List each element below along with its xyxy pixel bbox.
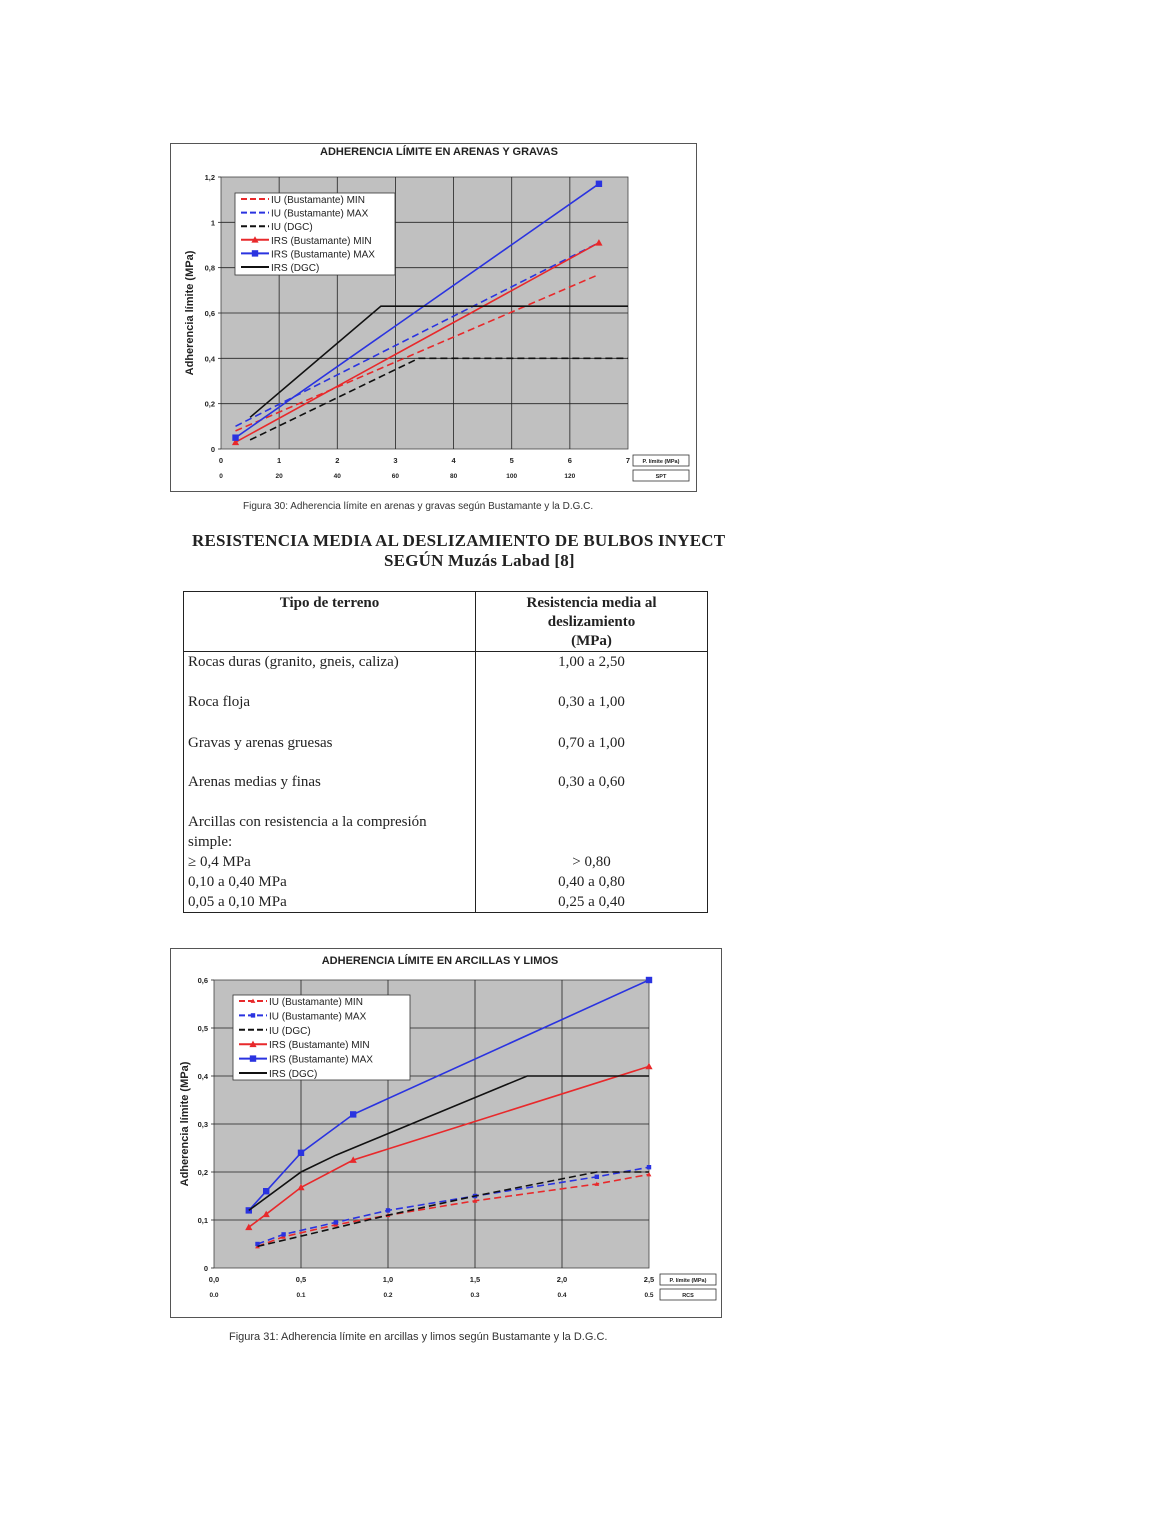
x2-tick-label: 60 xyxy=(391,473,400,480)
terrain-column xyxy=(184,652,476,913)
y-tick-label: 1,2 xyxy=(204,173,215,182)
x2-tick-label: 40 xyxy=(333,473,341,480)
legend-label-1: IU (Bustamante) MAX xyxy=(269,1011,367,1023)
section-heading-line2: SEGÚN Muzás Labad [8] xyxy=(384,551,575,570)
legend-label-3: IRS (Bustamante) MIN xyxy=(269,1040,370,1052)
legend-label-5: IRS (DGC) xyxy=(271,263,320,274)
header-resistencia-line2: deslizamiento xyxy=(547,614,636,630)
x2-tick-label: 0.0 xyxy=(209,1292,219,1299)
x-tick-label: 0,5 xyxy=(295,1275,307,1284)
x2-tick-label: 0.1 xyxy=(296,1292,306,1299)
value-row-1: 1,00 a 2,50 xyxy=(558,654,625,670)
terrain-clay-line1: Arcillas con resistencia a la compresión xyxy=(188,814,427,830)
y-tick-label: 0 xyxy=(210,445,215,454)
x-unit-label: P. límite (MPa) xyxy=(669,1278,707,1284)
figure-30-caption: Figura 30: Adherencia límite en arenas y gravas según Bustamante y la D.G.C. xyxy=(243,501,594,512)
series-point-4 xyxy=(232,434,238,440)
y-tick-label: 0,6 xyxy=(197,976,208,985)
x-tick-label: 5 xyxy=(509,456,514,465)
value-row-3: 0,70 a 1,00 xyxy=(558,735,625,751)
value-clay-sub3: 0,25 a 0,40 xyxy=(558,894,625,910)
x-tick-label: 3 xyxy=(393,456,398,465)
legend-label-4: IRS (Bustamante) MAX xyxy=(269,1054,373,1066)
x2-tick-label: 0.2 xyxy=(383,1292,393,1299)
x2-tick-label: 0.4 xyxy=(557,1292,567,1299)
series-point-1 xyxy=(647,1165,651,1169)
x2-unit-label: RCS xyxy=(682,1293,694,1299)
x-tick-label: 2,5 xyxy=(643,1275,655,1284)
legend-label-0: IU (Bustamante) MIN xyxy=(269,997,363,1008)
legend-marker-1 xyxy=(251,1013,255,1017)
chart-arenas-gravas-svg xyxy=(171,144,696,491)
y-tick-label: 0,2 xyxy=(204,399,215,409)
y-axis-label: Adherencia límite (MPa) xyxy=(179,1061,191,1187)
legend-marker-4 xyxy=(252,250,258,256)
x-tick-label: 1 xyxy=(277,456,282,465)
terrain-row-4: Arenas medias y finas xyxy=(188,774,321,790)
value-row-2: 0,30 a 1,00 xyxy=(558,694,625,710)
terrain-clay-line2: simple: xyxy=(188,834,233,850)
x-tick-label: 6 xyxy=(567,456,572,465)
header-resistencia-line1: Resistencia media al xyxy=(526,595,657,611)
series-point-4 xyxy=(350,1111,356,1117)
terrain-clay-sub1: ≥ 0,4 MPa xyxy=(188,854,251,870)
series-point-4 xyxy=(263,1188,269,1194)
value-row-4: 0,30 a 0,60 xyxy=(558,774,625,790)
legend-label-3: IRS (Bustamante) MIN xyxy=(271,235,372,247)
x-tick-label: 0,0 xyxy=(208,1275,220,1284)
series-point-4 xyxy=(298,1150,304,1156)
table-body-row xyxy=(184,652,708,913)
y-tick-label: 1 xyxy=(210,218,215,228)
chart-title: ADHERENCIA LÍMITE EN ARENAS Y GRAVAS xyxy=(320,146,558,158)
x2-tick-label: 120 xyxy=(564,473,576,480)
series-point-1 xyxy=(281,1232,285,1236)
legend-label-2: IU (DGC) xyxy=(271,222,313,234)
section-heading-line1: RESISTENCIA MEDIA AL DESLIZAMIENTO DE BULBOS INYECT xyxy=(192,531,726,550)
x2-tick-label: 100 xyxy=(506,473,518,480)
y-tick-label: 0,5 xyxy=(197,1024,208,1033)
legend-label-4: IRS (Bustamante) MAX xyxy=(271,249,375,261)
terrain-row-1: Rocas duras (granito, gneis, caliza) xyxy=(188,654,399,670)
value-clay-sub1: > 0,80 xyxy=(572,854,611,870)
resistance-table xyxy=(183,591,708,913)
x-tick-label: 0 xyxy=(218,456,224,465)
value-column xyxy=(476,652,708,913)
x2-tick-label: 0.3 xyxy=(470,1292,480,1299)
terrain-clay-sub2: 0,10 a 0,40 MPa xyxy=(188,874,287,890)
x-tick-label: 1,0 xyxy=(382,1275,394,1284)
y-tick-label: 0 xyxy=(203,1264,208,1273)
x-tick-label: 2,0 xyxy=(556,1275,568,1284)
y-axis-label: Adherencia límite (MPa) xyxy=(184,250,196,376)
x-unit-label: P. límite (MPa) xyxy=(642,459,680,465)
header-resistencia xyxy=(476,592,708,652)
legend-label-5: IRS (DGC) xyxy=(269,1069,318,1080)
x2-tick-label: 80 xyxy=(449,473,458,480)
value-clay-sub2: 0,40 a 0,80 xyxy=(558,874,625,890)
y-tick-label: 0,4 xyxy=(204,354,215,364)
x2-tick-label: 0.5 xyxy=(644,1292,654,1299)
y-tick-label: 0,6 xyxy=(204,309,215,318)
y-tick-label: 0,3 xyxy=(197,1120,208,1129)
chart-arenas-gravas xyxy=(170,143,697,492)
x-tick-label: 7 xyxy=(625,456,631,465)
chart-title: ADHERENCIA LÍMITE EN ARCILLAS Y LIMOS xyxy=(321,955,559,967)
x-tick-label: 2 xyxy=(335,456,340,465)
terrain-clay-sub3: 0,05 a 0,10 MPa xyxy=(188,894,287,910)
series-point-1 xyxy=(386,1208,390,1212)
y-tick-label: 0,4 xyxy=(197,1072,208,1081)
chart-arcillas-limos xyxy=(170,948,722,1318)
x-tick-label: 4 xyxy=(451,456,456,465)
chart-arcillas-limos-svg xyxy=(171,949,721,1317)
header-tipo-terreno-text: Tipo de terreno xyxy=(279,595,380,611)
table-header-row xyxy=(184,592,708,652)
terrain-row-2: Roca floja xyxy=(188,694,251,710)
y-tick-label: 0,2 xyxy=(197,1168,208,1177)
x2-unit-label: SPT xyxy=(655,474,667,480)
x2-tick-label: 20 xyxy=(275,473,283,480)
series-point-1 xyxy=(334,1220,338,1224)
legend-label-0: IU (Bustamante) MIN xyxy=(271,195,365,206)
terrain-row-3: Gravas y arenas gruesas xyxy=(188,735,333,751)
figure-31-caption: Figura 31: Adherencia límite en arcillas y limos según Bustamante y la D.G.C. xyxy=(229,1331,608,1343)
legend-label-2: IU (DGC) xyxy=(269,1025,311,1037)
header-tipo-terreno xyxy=(184,592,476,652)
legend-marker-4 xyxy=(250,1055,256,1061)
header-resistencia-line3: (MPa) xyxy=(571,633,612,649)
x2-tick-label: 0 xyxy=(219,473,223,480)
legend-label-1: IU (Bustamante) MAX xyxy=(271,208,369,220)
series-point-4 xyxy=(646,977,652,983)
y-tick-label: 0,1 xyxy=(197,1216,208,1225)
y-tick-label: 0,8 xyxy=(204,263,215,273)
series-point-1 xyxy=(595,1175,599,1179)
series-point-4 xyxy=(596,181,602,187)
x-tick-label: 1,5 xyxy=(469,1275,481,1284)
